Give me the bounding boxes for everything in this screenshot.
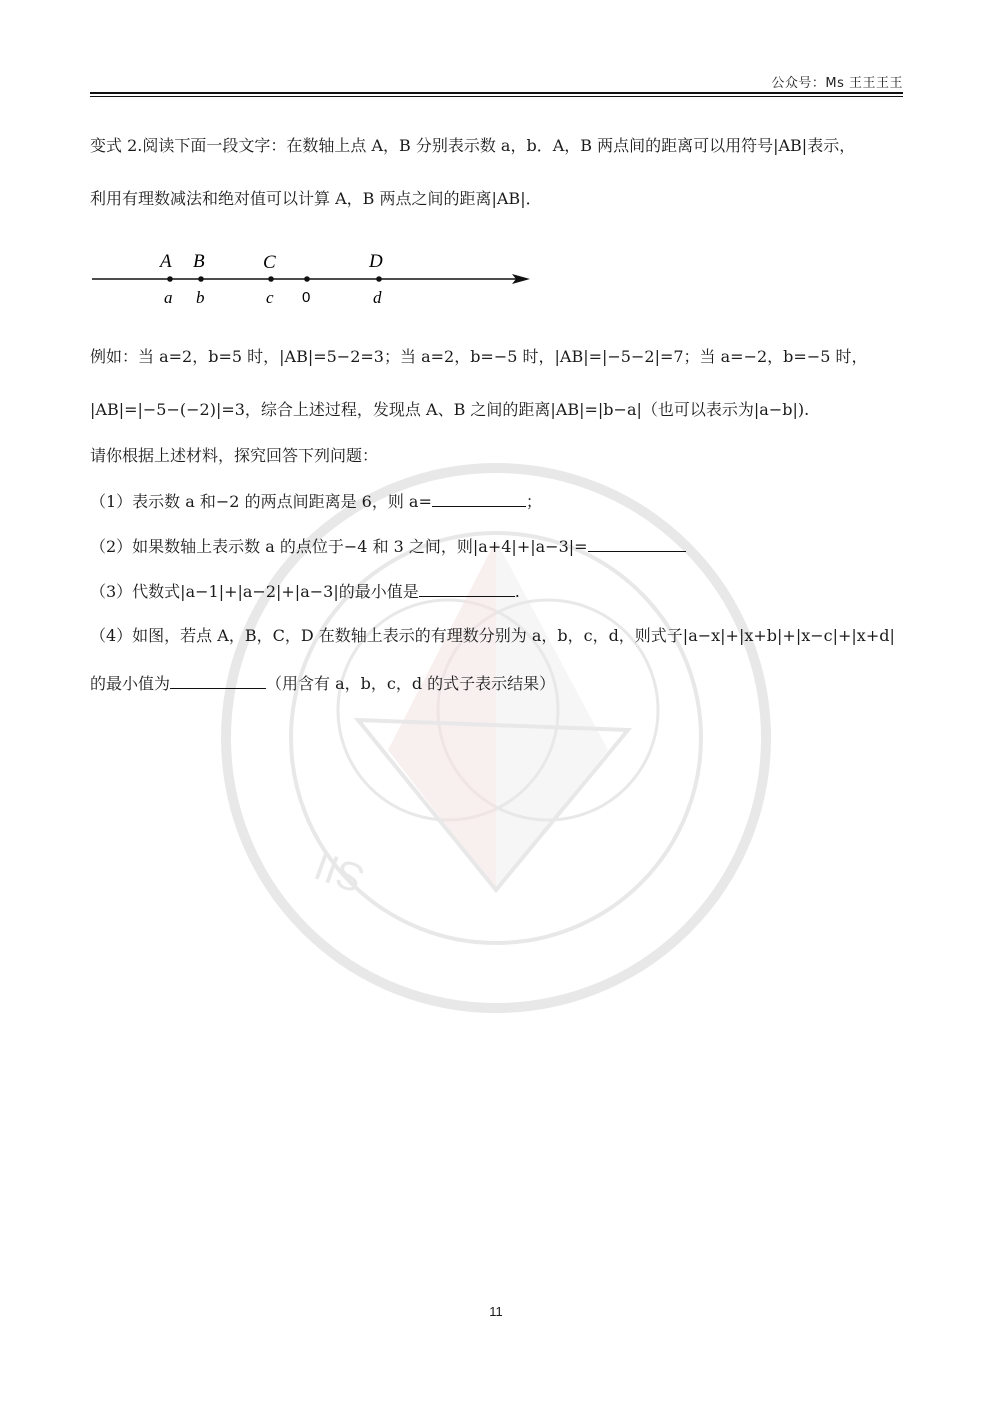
label-upper-a: A [160, 251, 172, 272]
page-header [90, 72, 903, 92]
question-4-text: 的最小值为 [90, 674, 171, 693]
label-lower-d: d [373, 288, 382, 307]
question-2 [90, 535, 686, 557]
intro-line-1: 变式 2.阅读下面一段文字：在数轴上点 A，B 分别表示数 a，b．A，B 两点间的距离可以用符号|AB|表示， [90, 136, 856, 155]
point-c [268, 276, 274, 282]
question-1-end: ； [525, 492, 542, 511]
point-zero [304, 276, 310, 282]
question-3 [90, 580, 520, 602]
example-line-2: |AB|=|−5−(−2)|=3，综合上述过程，发现点 A、B 之间的距离|AB|=|b−a|（也可以表示为|a−b|). [90, 400, 810, 419]
question-2-text: （2）如果数轴上表示数 a 的点位于−4 和 3 之间，则|a+4|+|a−3|= [90, 537, 588, 556]
point-b [198, 276, 204, 282]
answer-blank-2[interactable] [588, 535, 686, 552]
label-upper-d: D [369, 251, 383, 272]
intro-line-2: 利用有理数减法和绝对值可以计算 A，B 两点之间的距离|AB|． [90, 189, 542, 208]
point-a [167, 276, 173, 282]
question-1 [90, 490, 542, 512]
question-1-text: （1）表示数 a 和−2 的两点间距离是 6，则 a= [90, 492, 432, 511]
watermark-mark: SII [308, 842, 371, 901]
label-lower-zero: 0 [302, 289, 311, 306]
label-upper-b: B [193, 251, 205, 272]
question-4-line-1: （4）如图，若点 A，B，C，D 在数轴上表示的有理数分别为 a，b，c，d，则式子|a−x|+|x+b|+|x−c|+|x+d| [90, 626, 895, 645]
label-lower-b: b [196, 288, 205, 307]
header-rule-thick [90, 92, 903, 94]
number-line-figure [90, 248, 540, 308]
question-prompt: 请你根据上述材料，探究回答下列问题： [90, 446, 379, 465]
label-lower-c: c [266, 288, 274, 307]
header-rule-thin [90, 96, 903, 97]
page-number: 11 [489, 1304, 503, 1319]
example-line-1: 例如：当 a=2，b=5 时，|AB|=5−2=3；当 a=2，b=−5 时，|AB|=|−5−2|=7；当 a=−2，b=−5 时， [90, 347, 868, 366]
answer-blank-4[interactable] [170, 672, 266, 689]
question-4-end: （用含有 a，b，c，d 的式子表示结果） [266, 674, 556, 693]
question-4-line-2 [90, 672, 555, 694]
question-3-end: . [514, 582, 520, 601]
question-3-text: （3）代数式|a−1|+|a−2|+|a−3|的最小值是 [90, 582, 419, 601]
header-account: 公众号：Ms 王王王王 [771, 76, 903, 91]
label-upper-c: C [263, 252, 276, 273]
answer-blank-3[interactable] [419, 580, 515, 597]
answer-blank-1[interactable] [432, 490, 526, 507]
label-lower-a: a [164, 288, 173, 307]
point-d [376, 276, 382, 282]
